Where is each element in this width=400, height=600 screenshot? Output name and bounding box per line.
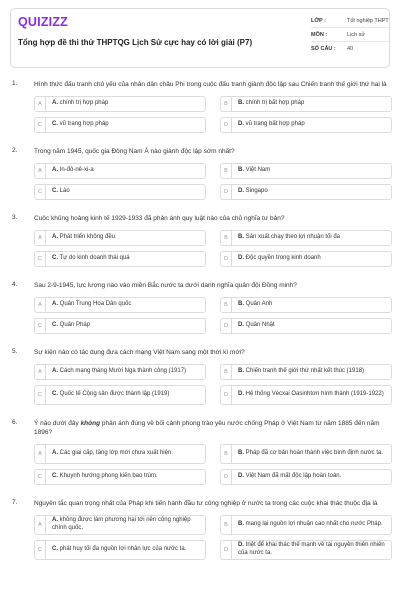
question-2 <box>0 143 400 200</box>
option-letter: D <box>221 185 232 199</box>
option-letter: C <box>35 470 46 484</box>
answer-options <box>34 163 400 200</box>
option-letter: C <box>35 118 46 132</box>
option-prefix: A. <box>52 100 58 107</box>
option-text: Chiến tranh thế giới thứ nhất kết thúc (1918) <box>245 368 365 375</box>
option-prefix: D. <box>238 121 244 128</box>
meta-value: 40 <box>347 46 354 52</box>
question-number: 6. <box>12 419 18 426</box>
option-a[interactable] <box>34 364 206 380</box>
answer-options <box>34 96 400 133</box>
option-text: Tự do kinh doanh thái quá <box>59 255 130 262</box>
question-1 <box>0 76 400 133</box>
option-letter: A <box>35 445 46 463</box>
option-b[interactable] <box>220 230 392 246</box>
option-text: Lào <box>59 188 70 195</box>
option-c[interactable] <box>34 117 206 133</box>
question-text: Cuộc khủng hoảng kinh tế 1929-1933 đã phản ánh quy luật nào của chủ nghĩa tư bản? <box>34 215 285 222</box>
option-prefix: D. <box>238 188 244 195</box>
option-letter: C <box>35 386 46 404</box>
option-d[interactable] <box>220 184 392 200</box>
option-b[interactable] <box>220 163 392 179</box>
question-3 <box>0 210 400 267</box>
option-a[interactable] <box>34 297 206 313</box>
option-text: Việt Nam đã mất độc lập hoàn toàn. <box>245 472 342 479</box>
option-b[interactable] <box>220 444 392 464</box>
option-prefix: C. <box>52 188 58 195</box>
question-7 <box>0 495 400 560</box>
option-text: Hệ thống Vécxai Oasinhtơn hình thành (1919-1922) <box>245 391 384 398</box>
option-d[interactable] <box>220 318 392 334</box>
meta-row-count <box>311 42 391 56</box>
emphasis-not: không <box>80 420 101 427</box>
option-text: không được làm phương hại tới nền công nghiệp chính quốc. <box>52 517 191 531</box>
option-b[interactable] <box>220 96 392 112</box>
option-letter: C <box>35 252 46 266</box>
option-prefix: D. <box>238 391 244 398</box>
meta-label: SỐ CÂU : <box>311 46 336 52</box>
option-c[interactable] <box>34 540 206 560</box>
option-prefix: C. <box>52 255 58 262</box>
option-prefix: D. <box>238 542 244 549</box>
option-a[interactable] <box>34 515 206 535</box>
option-prefix: B. <box>238 234 244 241</box>
option-text: Độc quyền trong kinh doanh <box>245 255 321 262</box>
option-c[interactable] <box>34 251 206 267</box>
option-c[interactable] <box>34 469 206 485</box>
option-letter: D <box>221 252 232 266</box>
option-letter: B <box>221 97 232 111</box>
option-prefix: B. <box>238 301 244 308</box>
option-letter: C <box>35 185 46 199</box>
answer-options <box>34 364 400 405</box>
option-letter: D <box>221 541 232 559</box>
option-a[interactable] <box>34 163 206 179</box>
option-b[interactable] <box>220 515 392 535</box>
option-a[interactable] <box>34 96 206 112</box>
meta-label: LỚP : <box>311 17 326 24</box>
option-prefix: D. <box>238 322 244 329</box>
option-letter: B <box>221 164 232 178</box>
option-d[interactable] <box>220 385 392 405</box>
option-text: Sản xuất chạy theo lợi nhuận tối đa <box>245 234 341 241</box>
answer-options <box>34 297 400 334</box>
option-letter: A <box>35 231 46 245</box>
option-c[interactable] <box>34 318 206 334</box>
option-d[interactable] <box>220 251 392 267</box>
option-a[interactable] <box>34 230 206 246</box>
option-letter: D <box>221 470 232 484</box>
meta-label: MÔN : <box>311 31 328 38</box>
option-letter: D <box>221 319 232 333</box>
option-a[interactable] <box>34 444 206 464</box>
option-prefix: A. <box>52 449 58 456</box>
option-text: vũ trang hợp pháp <box>59 121 109 128</box>
question-list <box>0 76 400 570</box>
option-prefix: A. <box>52 301 58 308</box>
question-4 <box>0 277 400 334</box>
option-d[interactable] <box>220 469 392 485</box>
option-text: Quân Anh <box>245 301 273 308</box>
option-text: Cách mạng tháng Mười Nga thành công (1917) <box>59 368 187 375</box>
meta-row-class <box>311 14 391 28</box>
option-prefix: C. <box>52 322 58 329</box>
option-b[interactable] <box>220 364 392 380</box>
option-prefix: B. <box>238 100 244 107</box>
option-letter: C <box>35 541 46 559</box>
option-text: Quân Pháp <box>59 322 91 329</box>
worksheet-title: Tổng hợp đề thi thử THPTQG Lịch Sử cực hay có lời giải (P7) <box>18 38 253 47</box>
option-prefix: B. <box>238 520 244 527</box>
option-text: Các giai cấp, tầng lớp mới chưa xuất hiện. <box>59 449 173 456</box>
question-number: 5. <box>12 348 18 355</box>
question-number: 3. <box>12 214 18 221</box>
option-text: Khuynh hướng phong kiến bao trùm. <box>59 472 158 479</box>
option-letter: B <box>221 231 232 245</box>
option-prefix: C. <box>52 391 58 398</box>
option-text: Quân Trung Hoa Dân quốc <box>59 301 132 308</box>
option-text: vũ trang bất hợp pháp <box>245 121 305 128</box>
question-number: 1. <box>12 80 18 87</box>
option-letter: D <box>221 118 232 132</box>
option-letter: A <box>35 97 46 111</box>
quizizz-logo: QUIZIZZ <box>18 15 69 29</box>
option-prefix: B. <box>238 449 244 456</box>
option-prefix: B. <box>238 167 244 174</box>
question-text: Hình thức đấu tranh chủ yếu của nhân dân châu Phi trong cuộc đấu tranh giành độc lập sau Chiến tranh thế giới thứ hai là <box>34 81 387 88</box>
option-prefix: A. <box>52 517 58 524</box>
option-letter: B <box>221 516 232 534</box>
option-d[interactable] <box>220 540 392 560</box>
option-letter: A <box>35 516 46 534</box>
option-text: Pháp đã cơ bản hoàn thành việc bình định nước ta. <box>245 449 383 456</box>
question-text: Trong năm 1945, quốc gia Đông Nam Á nào giành độc lập sớm nhất? <box>34 148 235 155</box>
answer-options <box>34 230 400 267</box>
question-number: 4. <box>12 281 18 288</box>
option-text: triệt để khai thác thế mạnh về tài nguyên thiên nhiên của nước ta. <box>238 542 385 556</box>
option-prefix: A. <box>52 234 58 241</box>
option-text: chính trị bất hợp pháp <box>245 100 305 107</box>
question-number: 2. <box>12 147 18 154</box>
question-text: Sự kiện nào có tác dụng đưa cách mạng Việt Nam sang một thời kì mới? <box>34 349 245 356</box>
answer-options <box>34 444 400 485</box>
question-6 <box>0 415 400 485</box>
option-text: In-đô-nê-xi-a <box>59 167 94 174</box>
option-prefix: A. <box>52 167 58 174</box>
option-text: Quốc tế Cộng sản được thành lập (1919) <box>59 391 170 398</box>
option-d[interactable] <box>220 117 392 133</box>
option-text: Phát triển không đều <box>59 234 116 241</box>
option-prefix: C. <box>52 121 58 128</box>
option-c[interactable] <box>34 385 206 405</box>
option-letter: A <box>35 365 46 379</box>
option-prefix: D. <box>238 255 244 262</box>
worksheet-header <box>10 8 390 68</box>
option-prefix: A. <box>52 368 58 375</box>
option-text: mang lại nguồn lợi nhuận cao nhất cho nước Pháp. <box>245 520 383 527</box>
option-text: phát huy tối đa nguồn lợi nhân lực của nước ta. <box>59 545 187 552</box>
option-letter: B <box>221 365 232 379</box>
option-prefix: C. <box>52 472 58 479</box>
option-c[interactable] <box>34 184 206 200</box>
option-text: chính trị hợp pháp <box>59 100 109 107</box>
question-text: Ý nào dưới đây không phản ánh đúng về bối cảnh phong trào yêu nước chống Pháp ở Việt Nam từ năm 1885 đến năm 1896? <box>34 420 380 437</box>
option-letter: A <box>35 164 46 178</box>
question-text: Sau 2-9-1945, lực lượng nào vào miền Bắc nước ta dưới danh nghĩa quân đội Đồng minh? <box>34 282 297 289</box>
meta-value: Tốt nghiệp THPT <box>347 17 389 24</box>
option-letter: B <box>221 445 232 463</box>
option-prefix: D. <box>238 472 244 479</box>
option-text: Quân Nhật <box>245 322 275 329</box>
worksheet-meta <box>311 14 391 56</box>
meta-row-subject <box>311 28 391 42</box>
question-text: Nguyên tắc quan trọng nhất của Pháp khi tiến hành đầu tư công nghiệp ở nước ta trong các cuộc khai thác thuộc địa là <box>34 499 378 507</box>
option-text: Việt Nam <box>245 167 271 174</box>
option-prefix: B. <box>238 368 244 375</box>
option-b[interactable] <box>220 297 392 313</box>
option-letter: B <box>221 298 232 312</box>
answer-options <box>34 515 400 560</box>
option-letter: C <box>35 319 46 333</box>
meta-value: Lịch sử <box>347 31 366 38</box>
question-number: 7. <box>12 498 18 506</box>
option-text: Singapo <box>245 188 268 195</box>
question-5 <box>0 344 400 405</box>
option-letter: A <box>35 298 46 312</box>
option-letter: D <box>221 386 232 404</box>
option-prefix: C. <box>52 545 58 552</box>
